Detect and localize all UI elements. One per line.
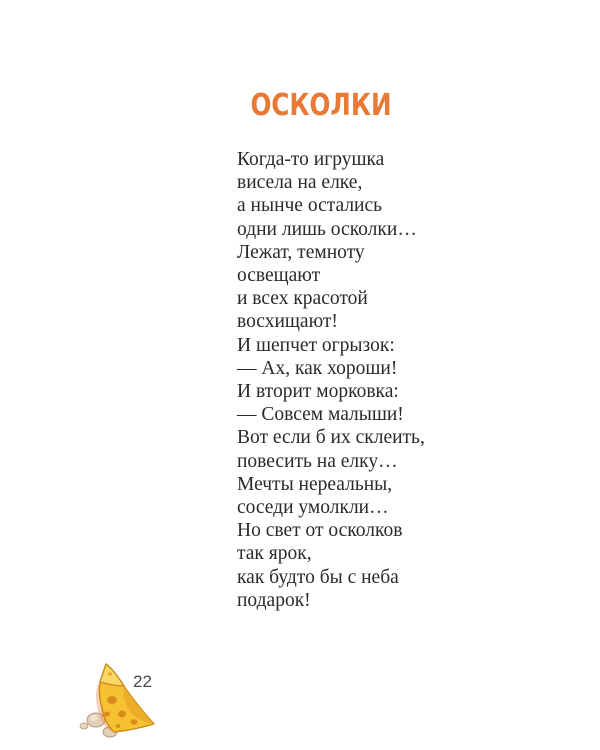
poem-line: и всех красотой bbox=[237, 288, 368, 310]
poem-line: Но свет от осколков bbox=[237, 520, 403, 542]
poem-line: Вот если б их склеить, bbox=[237, 427, 425, 449]
poem-line: И вторит морковка: bbox=[237, 381, 399, 403]
poem-line: Мечты нереальны, bbox=[237, 473, 393, 495]
poem-line: а нынче остались bbox=[237, 195, 383, 217]
poem-line: восхищают! bbox=[237, 311, 338, 333]
poem-line: повесить на елку… bbox=[237, 450, 398, 472]
poem-line: подарок! bbox=[237, 589, 311, 611]
poem-line: И шепчет огрызок: bbox=[237, 334, 395, 356]
poem-line: так ярок, bbox=[237, 543, 312, 565]
poem-text bbox=[237, 148, 557, 612]
poem-line: как будто бы с неба bbox=[237, 566, 399, 588]
page-number: 22 bbox=[133, 672, 152, 691]
poem-line: висела на елке, bbox=[237, 172, 363, 194]
poem-line: Лежат, темноту bbox=[237, 241, 365, 263]
poem-line: освещают bbox=[237, 265, 321, 287]
poem-line: соседи умолкли… bbox=[237, 497, 389, 519]
poem-line: Когда-то игрушка bbox=[237, 149, 385, 170]
poem-line: — Ах, как хороши! bbox=[237, 357, 398, 379]
poem-line: — Совсем малыши! bbox=[237, 404, 404, 426]
cheese-wedge-icon bbox=[74, 652, 164, 742]
poem-line: одни лишь осколки… bbox=[237, 218, 417, 240]
poem-title: ОСКОЛКИ bbox=[250, 88, 392, 123]
